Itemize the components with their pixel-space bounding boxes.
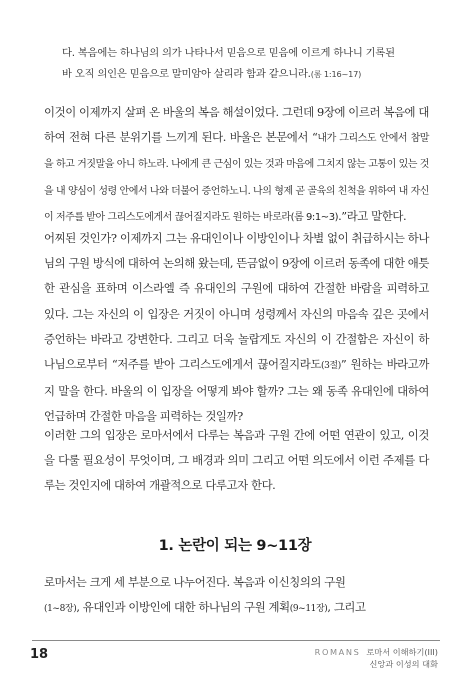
- block-quote: [62, 43, 414, 85]
- quote-line-2: 바 오직 의인은 믿음으로 말미암아 살리라 함과 같으니라.: [62, 68, 311, 80]
- paragraph-4-part-c: , 그리고: [327, 600, 366, 615]
- running-footer: [315, 646, 438, 670]
- book-subtitle: 신앙과 이성의 대화: [369, 659, 438, 669]
- paragraph-3: 이러한 그의 입장은 로마서에서 다루는 복음과 구원 간에 어떤 연관이 있고, 이것을 다룰 필요성이 무엇이며, 그 배경과 의미 그리고 어떤 의도에서 이런 주제를 다루는 것인지에 대하여 개괄적으로 다루고자 한다.: [44, 428, 429, 493]
- book-title: 로마서 이해하기(III): [366, 647, 438, 657]
- paragraph-4-part-b: , 유대인과 이방인에 대한 하나님의 구원 계획: [76, 600, 290, 615]
- paragraph-4: [44, 570, 429, 622]
- verse-reference: (3절): [320, 361, 341, 372]
- paragraph-4-part-a: 로마서는 크게 세 부분으로 나누어진다. 복음과 이신칭의의 구원: [44, 575, 346, 589]
- quote-line-1: 다. 복음에는 하나님의 의가 나타나서 믿음으로 믿음에 이르게 하나니 기록된: [62, 47, 395, 59]
- paragraph-2-part-a: 어찌된 것인가? 이제까지 그는 유대인이나 이방인이나 차별 없이 취급하시는 하나님의 구원 방식에 대하여 논의해 왔는데, 뜬금없이 9장에 이르러 동족에 대한 애틋한 관심을 표하며 이스라엘 즉 유대인의 구원에 대하여 간절한 바람을 피력하고 있다. 그는 자신의 이 입장은 거짓이 아니며 성령께서 자신의 마음속 깊은 곳에서 증언하는 바라고 강변한다. 그리고 더욱 놀랍게도 자신의 이 간절함은 자신이 하나님으로부터 “저주를 받아 그리스도에게서 끊어질지라도: [44, 231, 429, 372]
- chapter-range-2: (9~11장): [289, 604, 328, 615]
- paragraph-1-start: 이것이 이제까지 살펴 온 바울의 복음 해설이었다. 그런데 9장에 이르러 복음에 대하여 전혀 다른 분위기를 느끼게 된다. 바울은 본문에서 “: [44, 105, 429, 145]
- paragraph-2-part-b: ” 원하는 바라고까지 말을 한다. 바울의 이 입장을 어떻게 봐야 할까? 그는 왜 동족 유대인에 대하여 언급하며 간절한 마음을 피력하는 것일까?: [44, 357, 429, 424]
- footer-divider: [32, 640, 440, 641]
- chapter-range-1: (1~8장): [44, 604, 77, 615]
- paragraph-1-end: .”라고 말한다.: [338, 208, 407, 223]
- quote-reference: (롬 1:16~17): [310, 69, 362, 79]
- inline-scripture-quote: 내가 그리스도 안에서 참말을 하고 거짓말을 아니 하노라. 나에게 큰 근심이 있는 것과 마음에 그치지 않는 고통이 있는 것을 내 양심이 성령 안에서 나와 더불어 증언하노니. 나의 형제 곧 골육의 친척을 위하여 내 자신이 저주를 받아 그리스도에게서 끊어질지라도 원하는 바로라: [44, 133, 430, 223]
- page-number: 18: [30, 647, 49, 662]
- section-heading: 1. 논란이 되는 9~11장: [158, 538, 312, 554]
- paragraph-1: [44, 100, 429, 230]
- series-name: ROMANS: [314, 647, 361, 657]
- paragraph-2: [44, 226, 429, 430]
- scripture-reference: (롬 9:1~3): [290, 211, 339, 223]
